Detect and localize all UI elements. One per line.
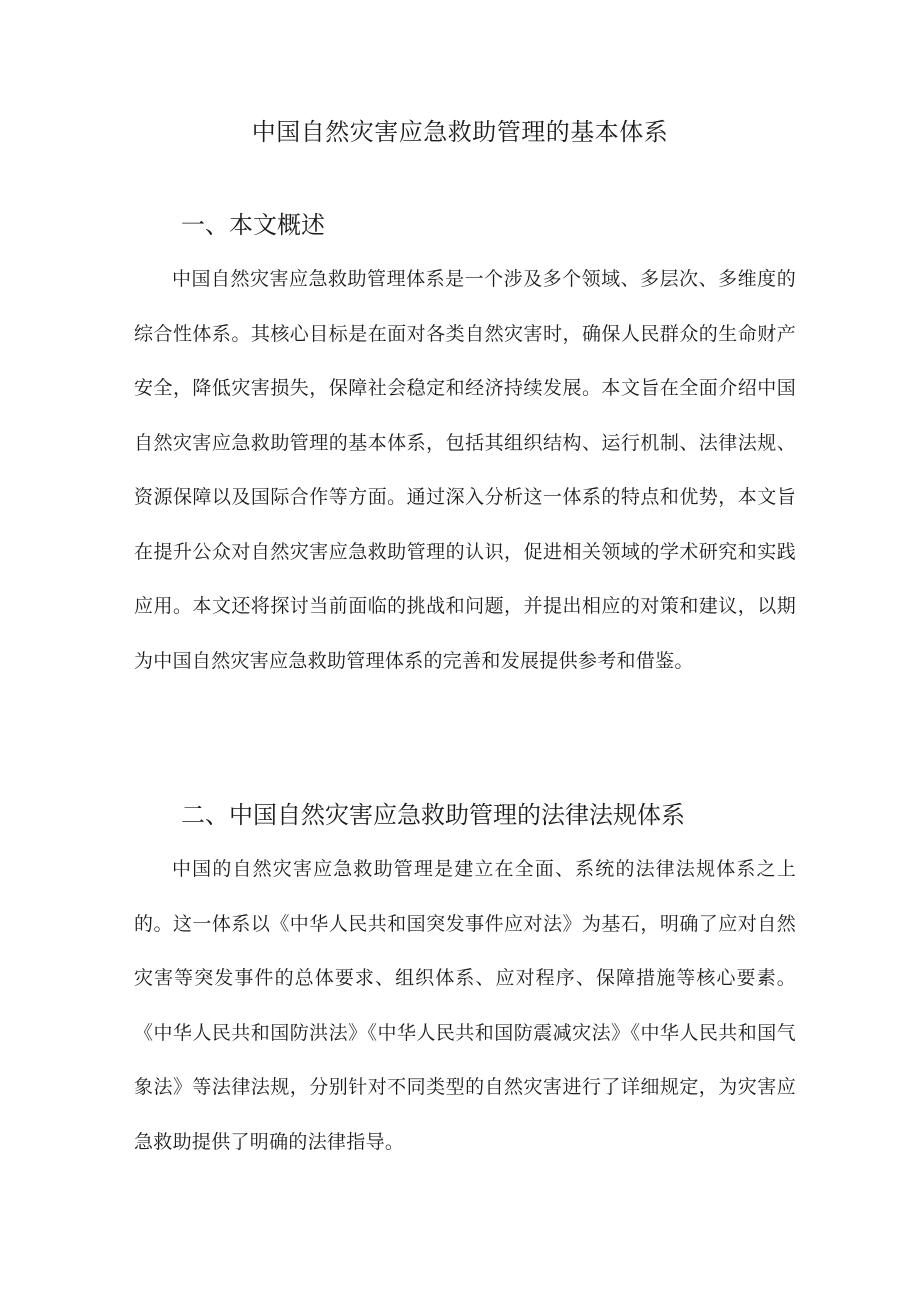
section-2-heading: 二、中国自然灾害应急救助管理的法律法规体系: [181, 801, 685, 829]
document-title: 中国自然灾害应急救助管理的基本体系: [251, 118, 669, 146]
section-1-heading: 一、本文概述: [181, 211, 325, 239]
section-2-paragraph: 中国的自然灾害应急救助管理是建立在全面、系统的法律法规体系之上的。这一体系以《中华人民共和国突发事件应对法》为基石，明确了应对自然灾害等突发事件的总体要求、组织体系、应对程序、保障措施等核心要素。《中华人民共和国防洪法》《中华人民共和国防震减灾法》《中华人民共和国气象法》等法律法规，分别针对不同类型的自然灾害进行了详细规定，为灾害应急救助提供了明确的法律指导。: [134, 858, 796, 1153]
section-1-paragraph: 中国自然灾害应急救助管理体系是一个涉及多个领域、多层次、多维度的综合性体系。其核心目标是在面对各类自然灾害时，确保人民群众的生命财产安全，降低灾害损失，保障社会稳定和经济持续发展。本文旨在全面介绍中国自然灾害应急救助管理的基本体系，包括其组织结构、运行机制、法律法规、资源保障以及国际合作等方面。通过深入分析这一体系的特点和优势，本文旨在提升公众对自然灾害应急救助管理的认识，促进相关领域的学术研究和实践应用。本文还将探讨当前面临的挑战和问题，并提出相应的对策和建议，以期为中国自然灾害应急救助管理体系的完善和发展提供参考和借鉴。: [134, 268, 796, 672]
